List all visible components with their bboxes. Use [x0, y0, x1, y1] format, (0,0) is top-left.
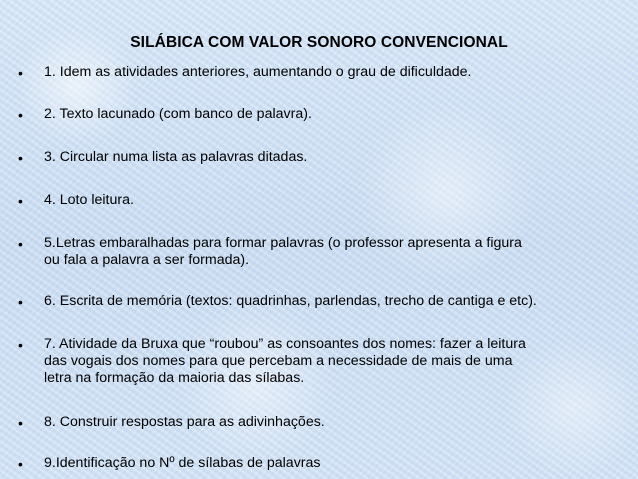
bullet: • [18, 107, 23, 123]
list-item-line: 5.Letras embaralhadas para formar palavras (o professor apresenta a figura [44, 235, 522, 251]
list-item-line: 8. Construir respostas para as adivinhações. [44, 414, 325, 430]
bullet: • [18, 337, 23, 353]
bullet: • [18, 236, 23, 252]
list-item-text [44, 149, 604, 166]
slide-title: SILÁBICA COM VALOR SONORO CONVENCIONAL [130, 34, 508, 51]
list-item-text [44, 293, 604, 310]
list-item-line: 7. Atividade da Bruxa que “roubou” as consoantes dos nomes: fazer a leitura [44, 336, 526, 352]
bullet: • [18, 65, 23, 81]
list-item-line: letra na formação da maioria das sílabas. [44, 370, 305, 386]
list-item-text [44, 192, 604, 209]
list-item-text [44, 336, 604, 387]
bullet: • [18, 150, 23, 166]
list-item-line: 2. Texto lacunado (com banco de palavra). [44, 106, 312, 122]
bullet: • [18, 456, 23, 472]
bullet: • [18, 294, 23, 310]
list-item-text [44, 235, 604, 269]
list-item-line: ou fala a palavra a ser formada). [44, 252, 250, 268]
list-item-line: 6. Escrita de memória (textos: quadrinhas, parlendas, trecho de cantiga e etc). [44, 293, 537, 309]
list-item-line: 4. Loto leitura. [44, 192, 134, 208]
list-item-line: das vogais dos nomes para que percebam a necessidade de mais de uma [44, 353, 513, 369]
list-item-text [44, 414, 604, 431]
list-item-line: 1. Idem as atividades anteriores, aumentando o grau de dificuldade. [44, 64, 472, 80]
list-item-text [44, 106, 604, 123]
list-item-line: 3. Circular numa lista as palavras ditadas. [44, 149, 308, 165]
list-item-line: 9.Identificação no Nº de sílabas de palavras [44, 455, 321, 471]
list-item-text [44, 455, 604, 472]
bullet: • [18, 193, 23, 209]
list-item-text [44, 64, 604, 81]
bullet: • [18, 415, 23, 431]
